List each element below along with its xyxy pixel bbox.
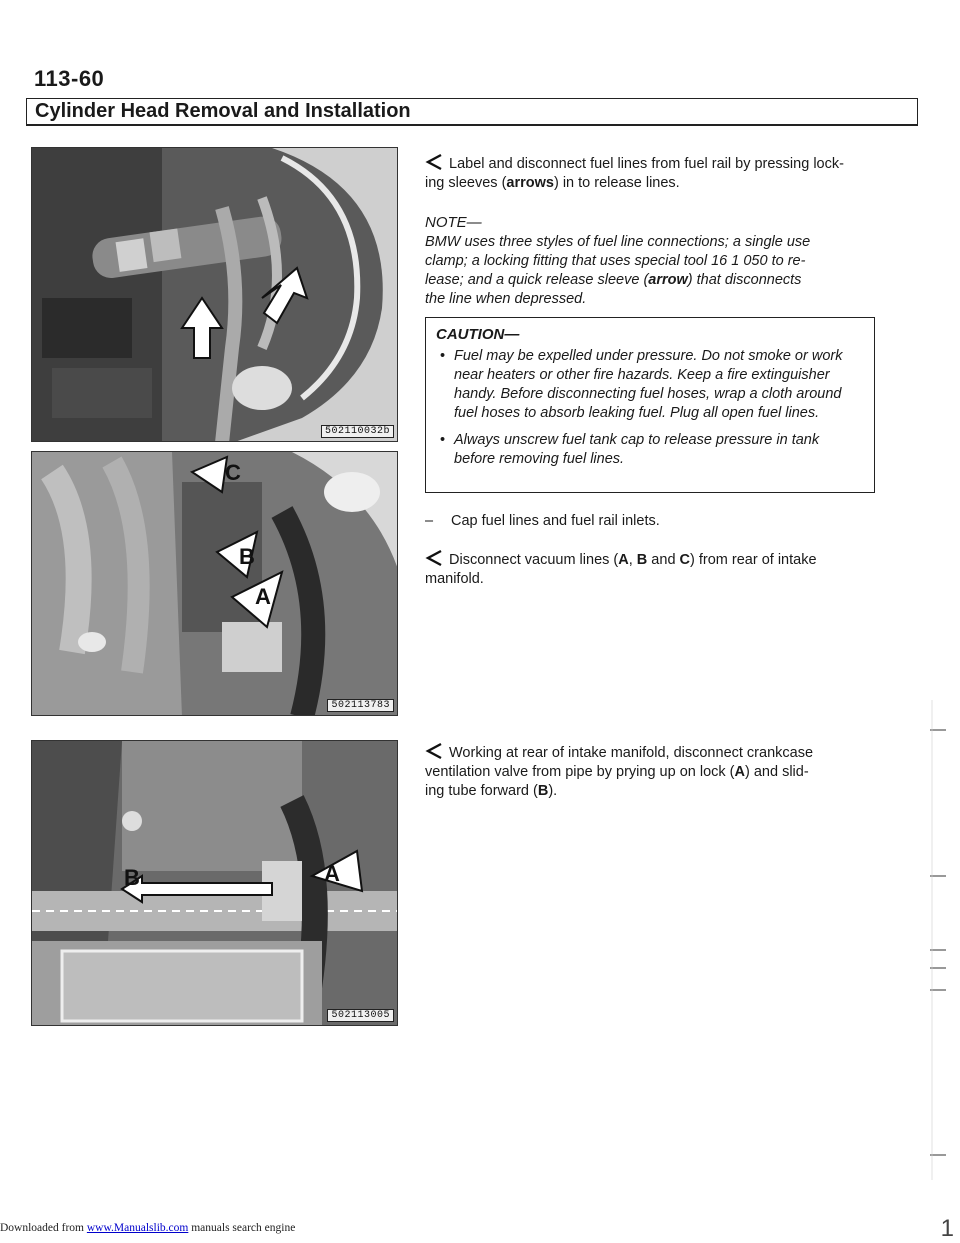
caution-item-1: • Fuel may be expelled under pressure. Do not smoke or work near heaters or other fire hazards. Keep a fire extinguisher handy. Before disconnecting fuel hoses, wrap a cloth around fuel hoses to absorb leaking fuel. Plug all open fuel lines. [454,347,864,423]
step3-c: C [679,552,691,568]
note-line-3a: lease; and a quick release sleeve ( [425,272,649,288]
callout-a: A [324,861,340,886]
step-crankcase-valve [425,742,880,801]
step-arrow-icon [425,153,443,171]
footer-prefix: Downloaded from [0,1222,87,1234]
note-line-3-bold: arrow [648,272,688,288]
page-number: 113-60 [34,66,105,91]
note-block [425,213,880,309]
edge-scan-marks [928,700,948,1180]
step3-b: B [636,552,648,568]
step3-a: A [618,552,629,568]
fuel-rail-illustration [32,148,398,442]
step3-t3: and [647,552,680,568]
figure-code: 502110032b [321,425,394,438]
step3-t2: , [628,552,637,568]
note-heading: NOTE— [425,214,482,231]
manualslib-link[interactable]: www.Manualslib.com [86,1222,189,1234]
footer-right-mark: 1 [940,1215,954,1242]
callout-b: B [239,544,255,569]
section-title: Cylinder Head Removal and Installation [35,100,411,122]
callout-b: B [124,865,140,890]
step3-t5: manifold. [425,571,484,587]
vacuum-lines-illustration [32,452,398,716]
step1-text-c: ) in to release lines. [553,175,680,191]
crankcase-valve-illustration [32,741,398,1026]
step1-text-a: Label and disconnect fuel lines from fuel rail by pressing lock- [449,156,844,172]
section-header [26,98,918,126]
figure-code: 502113005 [327,1009,394,1022]
step-arrow-icon [425,742,443,760]
callout-c: C [225,460,241,485]
step4-t4: ing tube forward ( [425,783,538,799]
step4-t2: ventilation valve from pipe by prying up on lock ( [425,764,735,780]
note-line-2: clamp; a locking fitting that uses special tool 16 1 050 to re- [425,253,806,269]
step1-text-b: ing sleeves ( [425,175,507,191]
footer-download-notice [0,1222,295,1234]
caution-heading: CAUTION— [436,326,520,343]
figure-crankcase-valve-photo [31,740,398,1026]
callout-a: A [255,584,271,609]
caution-item-2: • Always unscrew fuel tank cap to release pressure in tank before removing fuel lines. [454,431,864,469]
step2-text: Cap fuel lines and fuel rail inlets. [451,513,660,529]
caution-box [425,317,875,493]
figure-code: 502113783 [327,699,394,712]
step4-t1: Working at rear of intake manifold, disconnect crankcase [449,745,814,761]
caution-list [436,347,864,469]
step-arrow-icon [425,549,443,567]
step4-a: A [734,764,745,780]
figure-fuel-rail-photo [31,147,398,442]
note-line-4: the line when depressed. [425,291,587,307]
step1-bold: arrows [506,175,554,191]
figure-vacuum-lines-photo [31,451,398,716]
step-cap-fuel-lines [425,512,880,531]
step3-t1: Disconnect vacuum lines ( [449,552,619,568]
note-line-3b: ) that disconnects [687,272,802,288]
step3-t4: ) from rear of intake [690,552,817,568]
footer-suffix: manuals search engine [188,1222,296,1234]
dash-marker: – [425,513,434,529]
step4-b: B [537,783,549,799]
step-disconnect-vacuum [425,549,880,589]
note-line-1: BMW uses three styles of fuel line connections; a single use [425,234,811,250]
step4-t5: ). [548,783,558,799]
step-label-fuel-lines [425,153,880,193]
step4-t3: ) and slid- [744,764,809,780]
